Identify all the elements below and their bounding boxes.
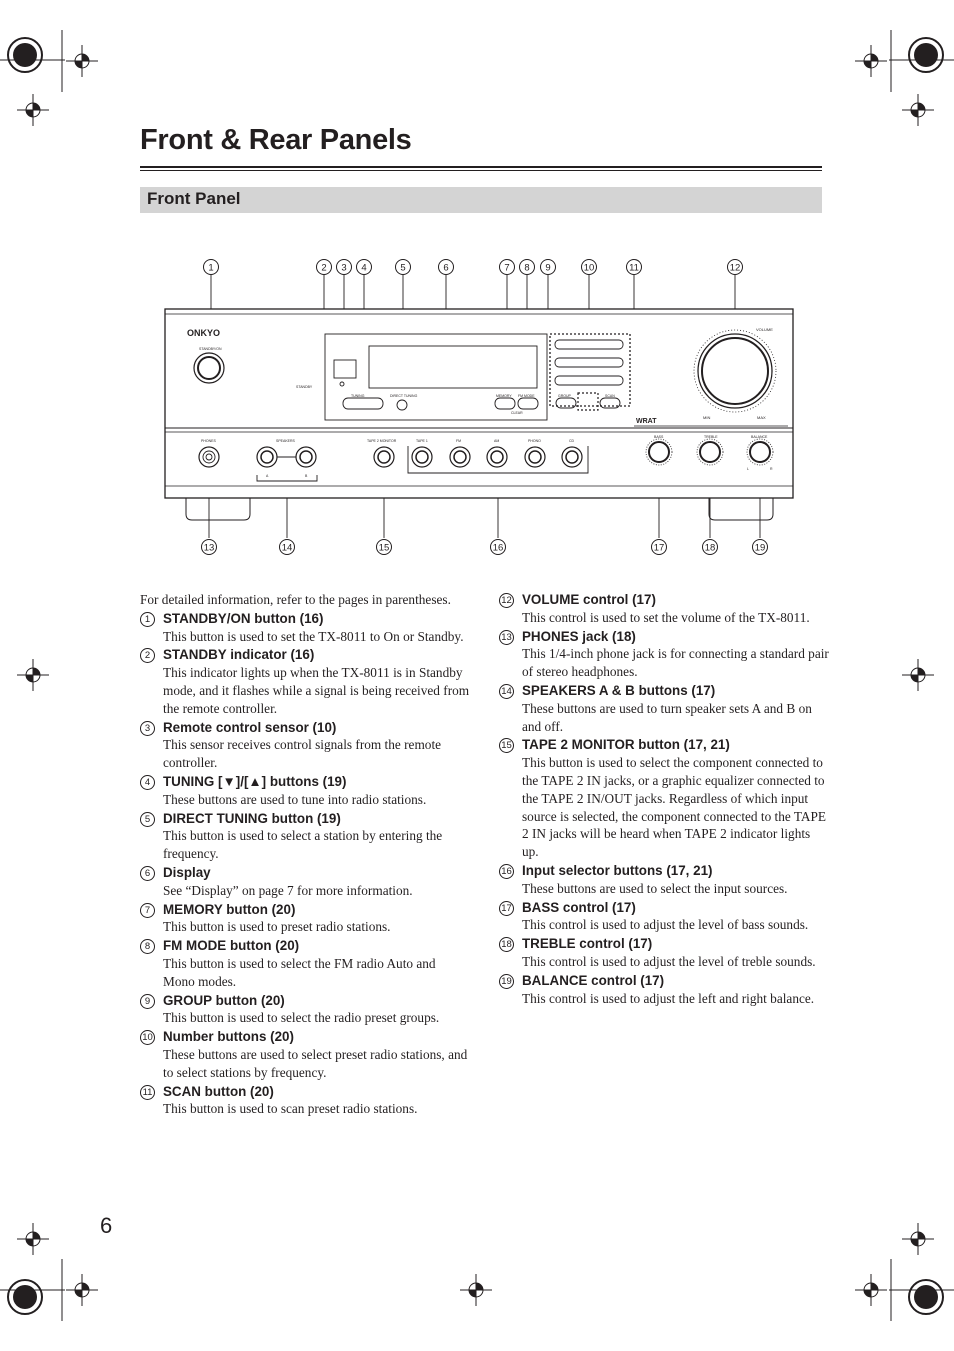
- item-number: 17: [499, 901, 514, 916]
- item-number: 13: [499, 630, 514, 645]
- item-heading: STANDBY/ON button (16): [163, 610, 324, 626]
- memory-label: MEMORY: [496, 394, 512, 398]
- callout-number: 9: [545, 262, 551, 274]
- item-description: This button is used to select the FM radio Auto and Mono modes.: [163, 955, 436, 989]
- item-number: 12: [499, 593, 514, 608]
- description-column-left: [140, 591, 470, 1119]
- list-item: [499, 899, 829, 935]
- callouts-bottom: [202, 540, 768, 555]
- item-number: 14: [499, 684, 514, 699]
- list-item: [499, 591, 829, 627]
- volume-label: VOLUME: [756, 327, 773, 332]
- list-item: [140, 901, 470, 937]
- callout-number: 4: [361, 262, 367, 274]
- item-heading: Remote control sensor (10): [163, 719, 337, 735]
- item-description: This control is used to adjust the level of bass sounds.: [522, 917, 809, 933]
- bass-label: BASS: [654, 435, 664, 439]
- item-heading: SCAN button (20): [163, 1083, 274, 1099]
- list-item: [499, 628, 829, 681]
- item-number: 8: [140, 939, 155, 954]
- item-description: These buttons are used to tune into radio stations.: [163, 791, 427, 807]
- item-heading: VOLUME control (17): [522, 592, 656, 607]
- item-description: This 1/4-inch phone jack is for connecting a standard pair of stereo headphones.: [522, 646, 829, 680]
- direct-tuning-label: DIRECT TUNING: [390, 394, 418, 398]
- description-column-right: [499, 591, 829, 1008]
- item-heading: BALANCE control (17): [522, 972, 665, 988]
- item-heading: PHONES jack (18): [522, 628, 636, 644]
- callout-number: 15: [378, 542, 390, 554]
- callout-number: 11: [629, 262, 639, 274]
- fm-label: FM: [456, 439, 462, 443]
- callout-number: 8: [524, 262, 530, 274]
- item-description: This control is used to adjust the level of treble sounds.: [522, 953, 816, 969]
- callout-number: 19: [754, 542, 766, 554]
- item-heading: TREBLE control (17): [522, 936, 653, 952]
- list-item: [499, 935, 829, 971]
- list-item: [499, 862, 829, 898]
- callout-number: 5: [400, 262, 406, 274]
- item-heading: TAPE 2 MONITOR button (17, 21): [522, 737, 730, 753]
- wrat-logo: WRAT: [636, 418, 657, 425]
- callout-number: 12: [729, 262, 741, 274]
- max-label: MAX: [757, 415, 766, 420]
- list-item: [140, 810, 470, 863]
- page-title: Front & Rear Panels: [140, 124, 412, 156]
- item-description: These buttons are used to select the input sources.: [522, 880, 788, 896]
- tape1-label: TAPE 1: [416, 439, 428, 443]
- speaker-a-label: A: [266, 474, 269, 478]
- item-list-right: [499, 591, 829, 1007]
- item-number: 3: [140, 721, 155, 736]
- item-number: 6: [140, 866, 155, 881]
- item-description: See “Display” on page 7 for more information.: [163, 882, 413, 898]
- item-description: This control is used to set the volume of the TX-8011.: [522, 609, 810, 625]
- item-heading: DIRECT TUNING button (19): [163, 810, 341, 826]
- balance-label: BALANCE: [751, 435, 768, 439]
- item-description: This button is used to preset radio stations.: [163, 919, 391, 935]
- treble-label: TREBLE: [704, 435, 718, 439]
- standby-label: STANDBY: [296, 385, 313, 389]
- item-heading: SPEAKERS A & B buttons (17): [522, 682, 716, 698]
- phones-label: PHONES: [201, 439, 216, 443]
- item-heading: FM MODE button (20): [163, 938, 300, 954]
- callout-number: 7: [504, 262, 510, 274]
- item-list-left: [140, 610, 470, 1118]
- fm-mode-label: FM MODE: [518, 394, 535, 398]
- scan-label: SCAN: [605, 394, 615, 398]
- standby-on-label: STANDBY/ON: [199, 347, 222, 351]
- list-item: [140, 864, 470, 900]
- item-description: This button is used to select the radio preset groups.: [163, 1010, 440, 1026]
- callout-number: 18: [704, 542, 716, 554]
- item-heading: MEMORY button (20): [163, 901, 296, 917]
- group-label: GROUP: [558, 394, 571, 398]
- callouts-top: [204, 260, 743, 275]
- brand-logo: ONKYO: [187, 328, 221, 338]
- callout-number: 13: [203, 542, 215, 554]
- item-number: 4: [140, 775, 155, 790]
- item-number: 15: [499, 738, 514, 753]
- page-number: 6: [100, 1213, 113, 1238]
- speaker-b-label: B: [305, 474, 308, 478]
- item-heading: Number buttons (20): [163, 1029, 294, 1045]
- item-heading: GROUP button (20): [163, 992, 285, 1008]
- item-description: This sensor receives control signals from the remote controller.: [163, 737, 442, 771]
- item-number: 2: [140, 648, 155, 663]
- list-item: [140, 1083, 470, 1119]
- cd-label: CD: [569, 439, 575, 443]
- callout-number: 3: [341, 262, 347, 274]
- item-description: This button is used to select a station by entering the frequency.: [163, 828, 443, 862]
- item-number: 1: [140, 612, 155, 627]
- min-label: MIN: [703, 415, 711, 420]
- item-heading: Input selector buttons (17, 21): [522, 862, 713, 878]
- list-item: [140, 992, 470, 1028]
- list-item: [140, 646, 470, 717]
- item-number: 11: [140, 1085, 155, 1100]
- callout-number: 6: [443, 262, 449, 274]
- list-item: [499, 736, 829, 861]
- list-item: [140, 937, 470, 990]
- item-description: This indicator lights up when the TX-8011 is in Standby mode, and it flashes while a signal is being received from the remote controller.: [163, 665, 470, 716]
- list-item: [140, 610, 470, 646]
- item-heading: BASS control (17): [522, 899, 636, 915]
- list-item: [140, 719, 470, 772]
- item-number: 9: [140, 994, 155, 1009]
- list-item: [140, 773, 470, 809]
- tape2-monitor-label: TAPE 2 MONITOR: [367, 439, 397, 443]
- callout-number: 1: [208, 262, 214, 274]
- callout-number: 17: [653, 542, 665, 554]
- item-number: 7: [140, 903, 155, 918]
- item-heading: TUNING [▼]/[▲] buttons (19): [163, 773, 347, 789]
- item-description: This button is used to set the TX-8011 to On or Standby.: [163, 628, 464, 644]
- balance-r-label: R: [770, 467, 773, 471]
- receiver-chassis: [165, 309, 793, 520]
- callout-number: 10: [583, 262, 595, 274]
- list-item: [499, 682, 829, 735]
- item-heading: STANDBY indicator (16): [163, 647, 315, 663]
- tuning-label: TUNING: [351, 394, 365, 398]
- item-description: These buttons are used to turn speaker sets A and B on and off.: [522, 700, 812, 734]
- section-title: Front Panel: [147, 189, 241, 208]
- item-number: 5: [140, 812, 155, 827]
- speakers-label: SPEAKERS: [276, 439, 295, 443]
- item-description: These buttons are used to select preset radio stations, and to select stations by frequency.: [163, 1046, 468, 1080]
- am-label: AM: [494, 439, 500, 443]
- item-number: 16: [499, 864, 514, 879]
- balance-l-label: L: [747, 467, 749, 471]
- item-description: This control is used to adjust the left and right balance.: [522, 990, 815, 1006]
- callout-number: 16: [492, 542, 504, 554]
- item-description: This button is used to scan preset radio stations.: [163, 1101, 418, 1117]
- list-item: [499, 972, 829, 1008]
- intro-text: For detailed information, refer to the pages in parentheses.: [140, 592, 451, 607]
- item-number: 10: [140, 1030, 155, 1045]
- item-number: 18: [499, 937, 514, 952]
- phono-label: PHONO: [528, 439, 541, 443]
- item-description: This button is used to select the component connected to the TAPE 2 IN jacks, or a graphic equalizer connected to the TAPE 2 IN/OUT jacks. Regardless of which input source is selected, the component connected to the TAPE 2 IN jacks will be heard when TAPE 2 indicator lights up.: [522, 755, 827, 860]
- item-heading: Display: [163, 864, 211, 880]
- clear-label: CLEAR: [511, 411, 523, 415]
- item-number: 19: [499, 974, 514, 989]
- list-item: [140, 1028, 470, 1081]
- callout-number: 14: [281, 542, 293, 554]
- callout-number: 2: [321, 262, 327, 274]
